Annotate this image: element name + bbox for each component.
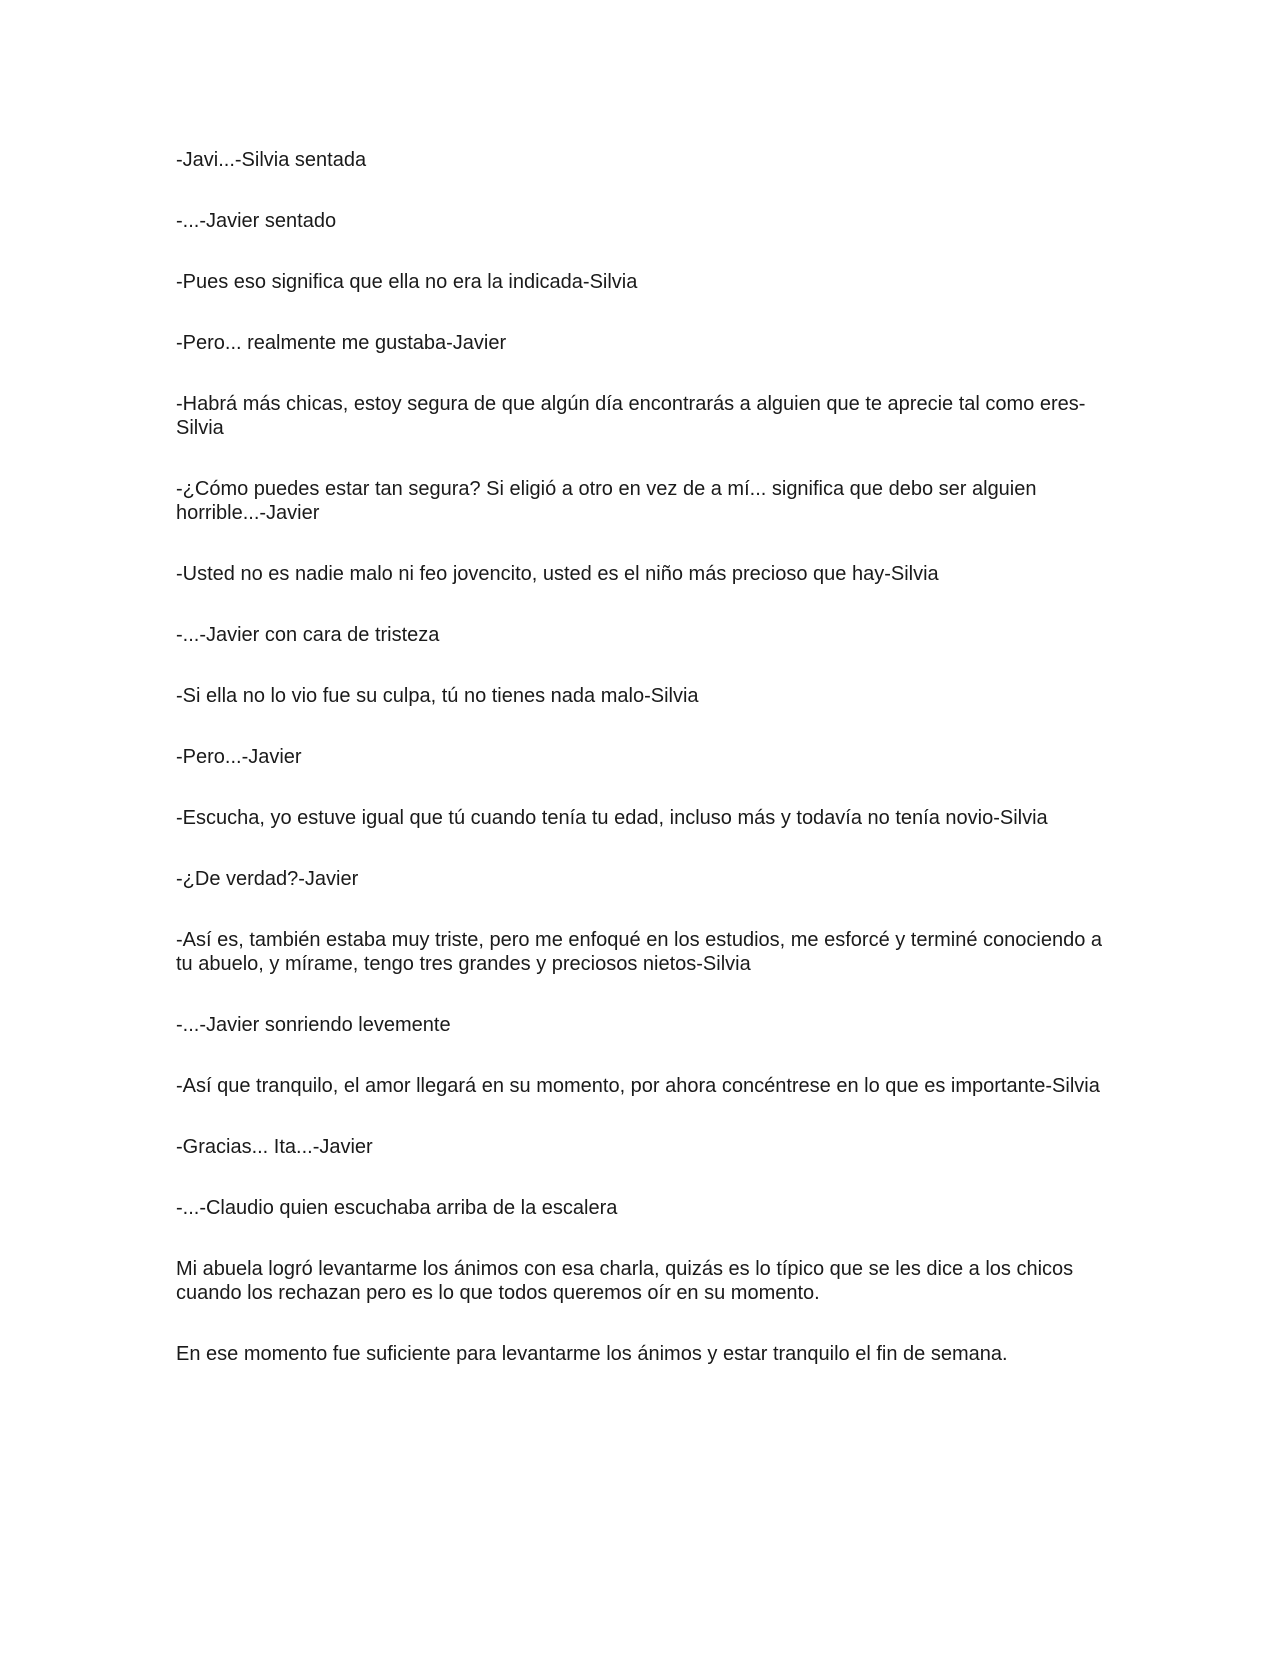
paragraph: -Javi...-Silvia sentada: [176, 149, 367, 171]
paragraph: -Habrá más chicas, estoy segura de que algún día encontrarás a alguien que te aprecie tal como eres-Silvia: [176, 393, 1086, 439]
paragraph: -...-Javier sentado: [176, 210, 337, 232]
paragraph: Mi abuela logró levantarme los ánimos con esa charla, quizás es lo típico que se les dice a los chicos cuando los rechazan pero es lo que todos queremos oír en su momento.: [176, 1258, 1074, 1304]
paragraph: -...-Javier con cara de tristeza: [176, 624, 440, 646]
document-body: [176, 148, 1106, 1403]
paragraph: -Así que tranquilo, el amor llegará en su momento, por ahora concéntrese en lo que es importante-Silvia: [176, 1075, 1100, 1097]
paragraph: -Así es, también estaba muy triste, pero me enfoqué en los estudios, me esforcé y terminé conociendo a tu abuelo, y mírame, tengo tres grandes y preciosos nietos-Silvia: [176, 929, 1103, 975]
paragraph: -Pero... realmente me gustaba-Javier: [176, 332, 507, 354]
paragraph: -...-Javier sonriendo levemente: [176, 1014, 451, 1036]
paragraph: -Si ella no lo vio fue su culpa, tú no tienes nada malo-Silvia: [176, 685, 699, 707]
paragraph: -¿De verdad?-Javier: [176, 868, 359, 890]
paragraph: -Gracias... Ita...-Javier: [176, 1136, 373, 1158]
paragraph: -Pues eso significa que ella no era la indicada-Silvia: [176, 271, 638, 293]
paragraph: -Escucha, yo estuve igual que tú cuando tenía tu edad, incluso más y todavía no tenía novio-Silvia: [176, 807, 1048, 829]
paragraph: -Usted no es nadie malo ni feo jovencito, usted es el niño más precioso que hay-Silvia: [176, 563, 939, 585]
paragraph: En ese momento fue suficiente para levantarme los ánimos y estar tranquilo el fin de semana.: [176, 1343, 1008, 1365]
paragraph: -...-Claudio quien escuchaba arriba de la escalera: [176, 1197, 618, 1219]
paragraph: -Pero...-Javier: [176, 746, 302, 768]
paragraph: -¿Cómo puedes estar tan segura? Si eligió a otro en vez de a mí... significa que debo ser alguien horrible...-Javier: [176, 478, 1037, 524]
